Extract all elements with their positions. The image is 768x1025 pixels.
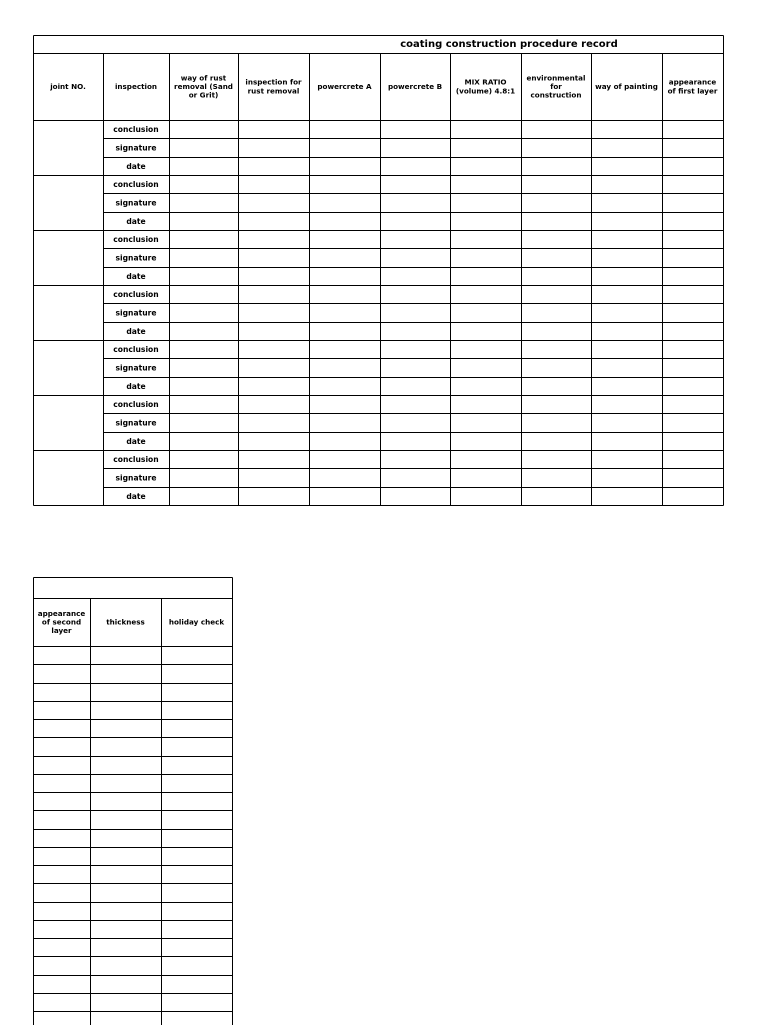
inspection-label: conclusion (113, 180, 158, 189)
inspection-label: date (126, 382, 145, 391)
column-header-line: (volume) 4.8:1 (456, 86, 515, 95)
continuation-column-header-line: of second (42, 618, 81, 627)
continuation-column-header-line: layer (51, 626, 72, 635)
continuation-column-header-line: holiday check (169, 618, 224, 627)
column-header-line: way of rust (181, 73, 227, 82)
inspection-label: signature (115, 253, 156, 262)
continuation-column-header-line: thickness (106, 618, 145, 627)
table-body (113, 125, 158, 501)
column-header-line: for (550, 82, 562, 91)
inspection-label: conclusion (113, 455, 158, 464)
inspection-label: date (126, 217, 145, 226)
column-header-line: inspection for (245, 78, 302, 87)
column-header (245, 78, 302, 96)
coating-record-table (33, 35, 724, 488)
column-header (527, 73, 586, 99)
continuation-column-headers (38, 609, 225, 635)
inspection-label: signature (115, 363, 156, 372)
continuation-grid (33, 577, 233, 1025)
continuation-column-header (106, 618, 145, 627)
column-header-line: MIX RATIO (464, 78, 506, 87)
inspection-label: conclusion (113, 345, 158, 354)
column-header-line: of first layer (668, 86, 718, 95)
column-header-line: way of painting (595, 82, 658, 91)
inspection-label: signature (115, 198, 156, 207)
column-header-line: or Grit) (189, 91, 219, 100)
column-header (388, 82, 442, 91)
continuation-grid-lines (34, 578, 233, 1025)
inspection-label: signature (115, 308, 156, 317)
inspection-label: date (126, 492, 145, 501)
column-headers (49, 73, 718, 99)
continuation-column-header (38, 609, 86, 635)
column-header-line: environmental (527, 73, 586, 82)
column-header (668, 78, 718, 96)
column-header-line: inspection (115, 82, 157, 91)
column-header-line: appearance (669, 78, 717, 87)
column-header-line: rust removal (248, 86, 300, 95)
table-title: coating construction procedure record (400, 39, 618, 50)
inspection-label: signature (115, 473, 156, 482)
inspection-label: conclusion (113, 235, 158, 244)
inspection-label: date (126, 437, 145, 446)
continuation-column-header (169, 618, 224, 627)
column-header (595, 82, 658, 91)
inspection-label: conclusion (113, 400, 158, 409)
continuation-column-header-line: appearance (38, 609, 86, 618)
inspection-label: date (126, 327, 145, 336)
coating-record-grid (33, 35, 724, 488)
column-header (174, 73, 233, 99)
inspection-label: conclusion (113, 290, 158, 299)
inspection-label: date (126, 272, 145, 281)
column-header (115, 82, 157, 91)
column-header-line: joint NO. (49, 82, 86, 91)
column-header (49, 82, 86, 91)
column-header-line: powercrete A (317, 82, 372, 91)
inspection-label: date (126, 162, 145, 171)
column-header-line: removal (Sand (174, 82, 233, 91)
column-header (317, 82, 372, 91)
continuation-table (33, 577, 233, 1025)
table-grid-lines (34, 36, 724, 506)
column-header (456, 78, 515, 96)
inspection-label: conclusion (113, 125, 158, 134)
column-header-line: powercrete B (388, 82, 442, 91)
column-header-line: construction (531, 91, 582, 100)
inspection-label: signature (115, 143, 156, 152)
inspection-label: signature (115, 418, 156, 427)
